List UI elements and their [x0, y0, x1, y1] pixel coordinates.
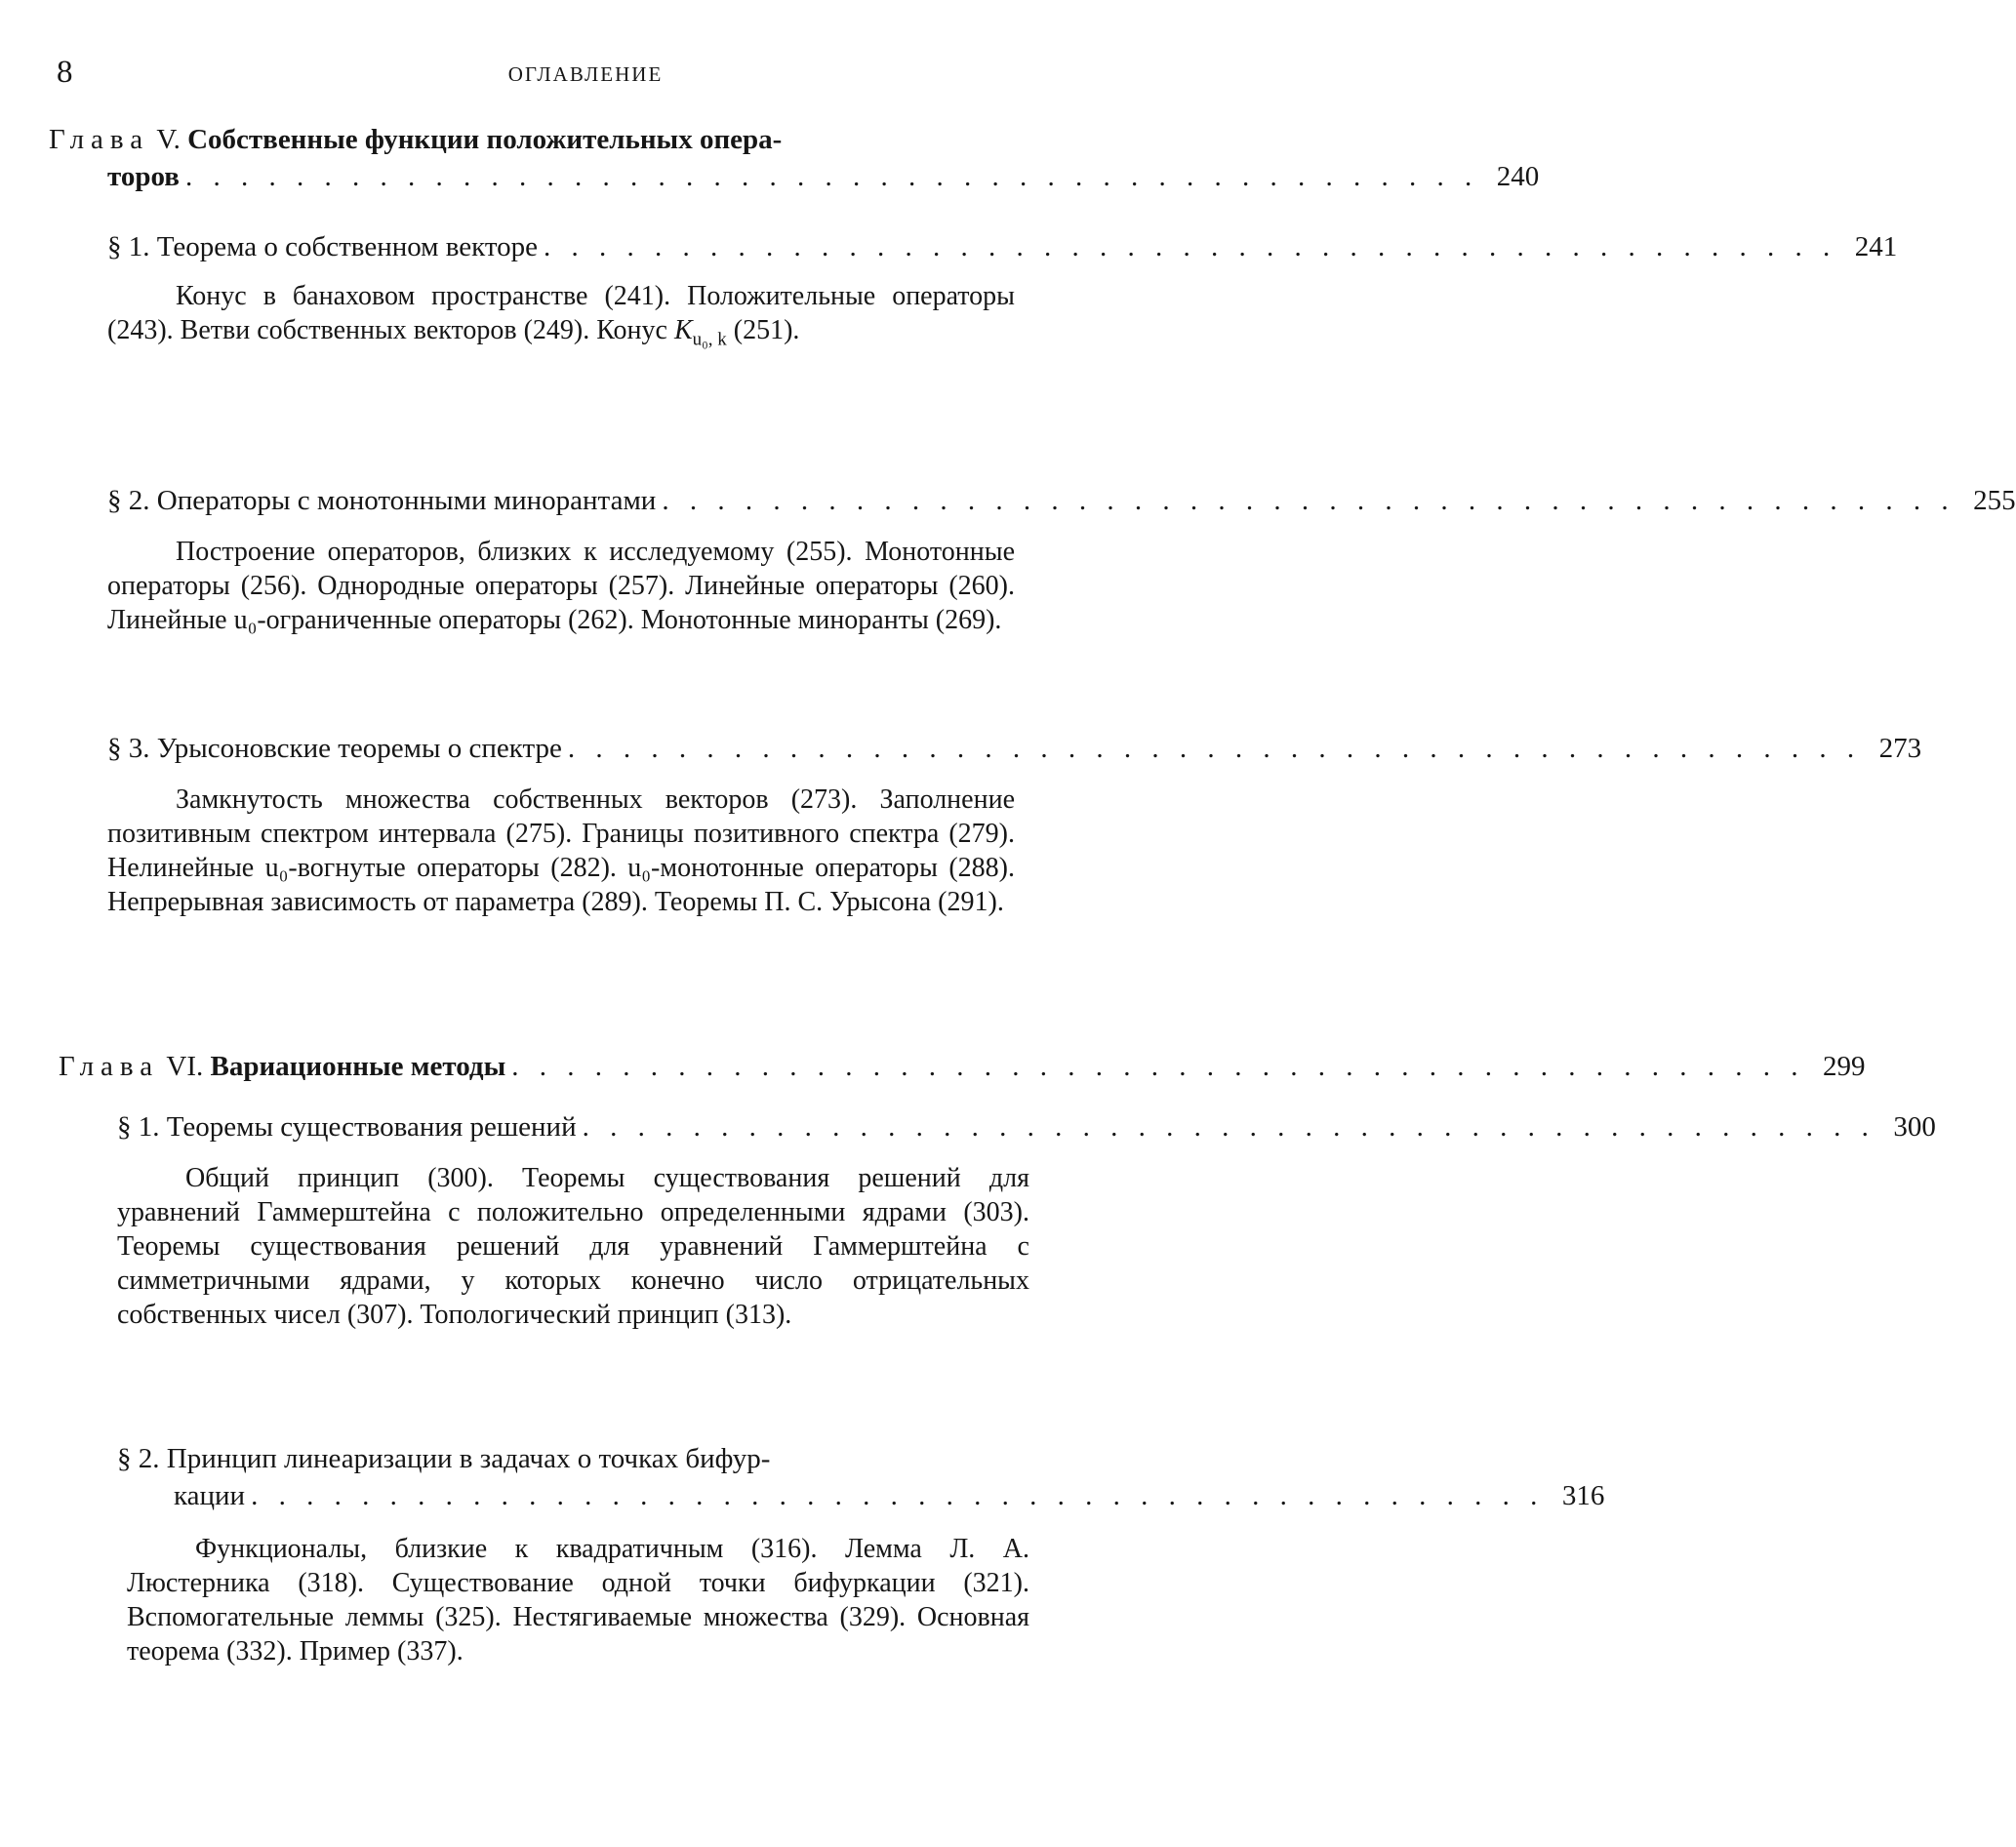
page-number: 8	[57, 55, 73, 90]
chapter-5-title-line2	[107, 158, 1540, 195]
section-5-3-summary: Замкнутость множества собственных векторов (273). Заполнение позитивным спектром интервала (275). Границы позитивного спектра (279). Нелинейные u₀-вогнутые операторы (282). u₀-монотонные операторы (288). Непрерывная зависимость от параметра (289). Теоремы П. С. Урысона (291).	[107, 784, 1015, 917]
cone-subscript: u₀, k	[692, 329, 727, 350]
section-6-1-label: § 1. Теоремы существования решений	[117, 1111, 577, 1143]
section-6-1-summary: Общий принцип (300). Теоремы существования решений для уравнений Гаммерштейна с положительно определенными ядрами (303). Теоремы существования решений для уравнений Гаммерштейна с симметричными ядрами, у которых конечно число отрицательных собственных чисел (307). Топологический принцип (313).	[117, 1163, 1029, 1330]
section-5-3	[107, 730, 1922, 767]
section-5-1-summary	[107, 279, 1015, 357]
section-5-2-summary: Построение операторов, близких к исследуемому (255). Монотонные операторы (256). Однородные операторы (257). Линейные операторы (260). Линейные u₀-ограниченные операторы (262). Монотонные миноранты (269).	[107, 537, 1015, 635]
chapter-5-page: 240	[1496, 161, 1540, 192]
section-5-3-label: § 3. Урысоновские теоремы о спектре	[107, 733, 562, 764]
section-5-1-label: § 1. Теорема о собственном векторе	[107, 231, 539, 262]
dot-leader: . . . . . . . . . . . . . . . . . . . . . . . . . . . . . . . . . . . . . . . . . . . . . . .	[184, 161, 1479, 192]
section-5-1-page: 241	[1854, 231, 1898, 262]
cone-symbol: K	[673, 315, 693, 345]
chapter-5-number: V.	[156, 124, 181, 155]
section-5-3-page: 273	[1878, 733, 1922, 764]
section-5-1-summary-text: Конус в банаховом пространстве (241). Положительные операторы (243). Ветви собственных векторов (249). Конус	[107, 281, 1015, 345]
dot-leader: . . . . . . . . . . . . . . . . . . . . . . . . . . . . . . . . . . . . . . . . . . . . . . .	[582, 1111, 1875, 1143]
section-6-1	[117, 1108, 1936, 1145]
dot-leader: . . . . . . . . . . . . . . . . . . . . . . . . . . . . . . . . . . . . . . . . . . . . . . .	[662, 485, 1956, 516]
dot-leader: . . . . . . . . . . . . . . . . . . . . . . . . . . . . . . . . . . . . . . . . . . . . . . .	[251, 1480, 1545, 1511]
chapter-6-heading	[59, 1048, 1866, 1085]
section-6-2	[174, 1477, 1605, 1514]
section-6-2-page: 316	[1561, 1480, 1605, 1511]
dot-leader: . . . . . . . . . . . . . . . . . . . . . . . . . . . . . . . . . . . . . . . . . . . . . . .	[544, 231, 1837, 262]
section-5-1	[107, 228, 1898, 265]
chapter-6-number: VI.	[166, 1051, 204, 1082]
chapter-6-page: 299	[1822, 1051, 1866, 1082]
section-6-2-label-line2: кации	[174, 1480, 246, 1511]
section-5-2	[107, 482, 2016, 519]
chapter-5-title-line1: Собственные функции положительных опера-	[187, 124, 783, 155]
chapter-6-title: Вариационные методы	[210, 1051, 506, 1082]
chapter-5-label: Глава	[49, 124, 150, 155]
running-title: ОГЛАВЛЕНИЕ	[507, 62, 664, 86]
section-5-2-page: 255	[1973, 485, 2016, 516]
dot-leader: . . . . . . . . . . . . . . . . . . . . . . . . . . . . . . . . . . . . . . . . . . . . . . .	[567, 733, 1862, 764]
section-6-2-label-line1: § 2. Принцип линеаризации в задачах о точках бифур-	[117, 1443, 771, 1474]
section-5-1-summary-end: (251).	[726, 315, 800, 345]
chapter-6-label: Глава	[59, 1051, 160, 1082]
chapter-5-title-cont: торов	[107, 161, 180, 192]
chapter-5-heading	[49, 121, 782, 158]
section-5-2-label: § 2. Операторы с монотонными минорантами	[107, 485, 657, 516]
section-6-2-summary: Функционалы, близкие к квадратичным (316). Лемма Л. А. Люстерника (318). Существование одной точки бифуркации (321). Вспомогательные леммы (325). Нестягиваемые множества (329). Основная теорема (332). Пример (337).	[127, 1534, 1029, 1666]
section-6-1-page: 300	[1893, 1111, 1936, 1143]
dot-leader: . . . . . . . . . . . . . . . . . . . . . . . . . . . . . . . . . . . . . . . . . . . . . . .	[511, 1051, 1805, 1082]
